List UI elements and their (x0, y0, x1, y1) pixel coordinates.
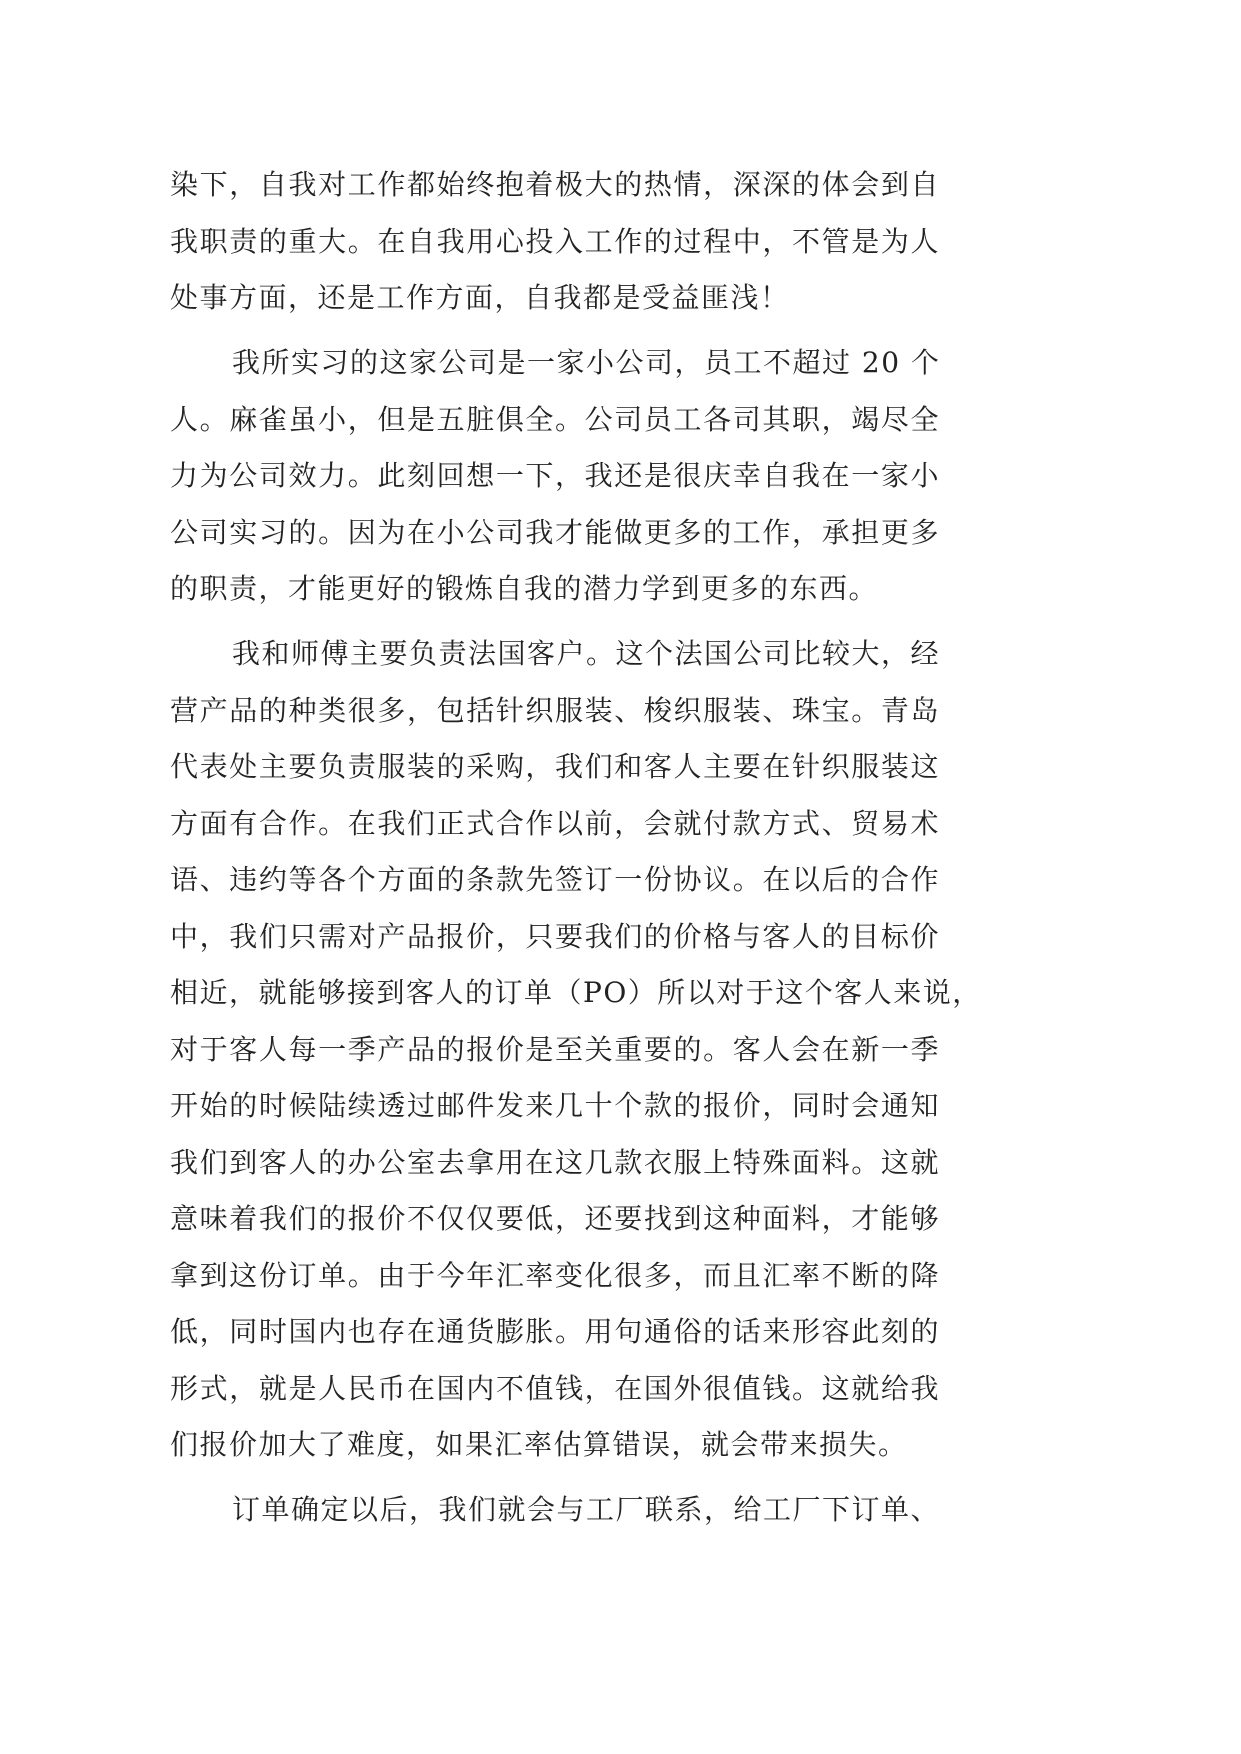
text-line: 们报价加大了难度，如果汇率估算错误，就会带来损失。 (170, 1428, 908, 1461)
text-line: 语、违约等各个方面的条款先签订一份协议。在以后的合作 (170, 863, 940, 896)
text-line: 中，我们只需对产品报价，只要我们的价格与客人的目标价 (170, 919, 940, 953)
document-body (170, 157, 982, 1539)
paragraph (170, 335, 940, 618)
text-line: 我和师傅主要负责法国客户。这个法国公司比较大，经 (232, 637, 941, 670)
text-line: 染下，自我对工作都始终抱着极大的热情，深深的体会到自 (170, 168, 940, 201)
text-line: 拿到这份订单。由于今年汇率变化很多，而且汇率不断的降 (170, 1258, 940, 1292)
text-line: 我职责的重大。在自我用心投入工作的过程中，不管是为人 (170, 224, 940, 258)
paragraph (170, 157, 940, 327)
text-line: 我所实习的这家公司是一家小公司，员工不超过 20 个 (232, 346, 941, 379)
text-line: 对于客人每一季产品的报价是至关重要的。客人会在新一季 (170, 1032, 940, 1066)
text-line: 公司实习的。因为在小公司我才能做更多的工作，承担更多 (170, 515, 940, 549)
text-line: 低，同时国内也存在通货膨胀。用句通俗的话来形容此刻的 (170, 1315, 940, 1348)
text-line: 开始的时候陆续透过邮件发来几十个款的报价，同时会通知 (170, 1089, 940, 1122)
text-line: 代表处主要负责服装的采购，我们和客人主要在针织服装这 (170, 750, 940, 783)
text-line: 力为公司效力。此刻回想一下，我还是很庆幸自我在一家小 (170, 459, 940, 492)
text-line: 的职责，才能更好的锻炼自我的潜力学到更多的东西。 (170, 572, 879, 605)
text-line: 订单确定以后，我们就会与工厂联系，给工厂下订单、 (232, 1493, 941, 1526)
text-line: 意味着我们的报价不仅仅要低，还要找到这种面料，才能够 (170, 1202, 940, 1235)
text-line: 方面有合作。在我们正式合作以前，会就付款方式、贸易术 (170, 806, 940, 840)
paragraph (170, 1482, 940, 1539)
text-line: 相近，就能够接到客人的订单（PO）所以对于这个客人来说， (170, 976, 982, 1009)
text-line: 处事方面，还是工作方面，自我都是受益匪浅！ (170, 281, 790, 314)
paragraph (170, 626, 982, 1474)
text-line: 营产品的种类很多，包括针织服装、梭织服装、珠宝。青岛 (170, 693, 940, 727)
text-line: 形式，就是人民币在国内不值钱，在国外很值钱。这就给我 (170, 1371, 940, 1405)
text-line: 人。麻雀虽小，但是五脏俱全。公司员工各司其职，竭尽全 (170, 402, 940, 436)
text-line: 我们到客人的办公室去拿用在这几款衣服上特殊面料。这就 (170, 1145, 940, 1179)
